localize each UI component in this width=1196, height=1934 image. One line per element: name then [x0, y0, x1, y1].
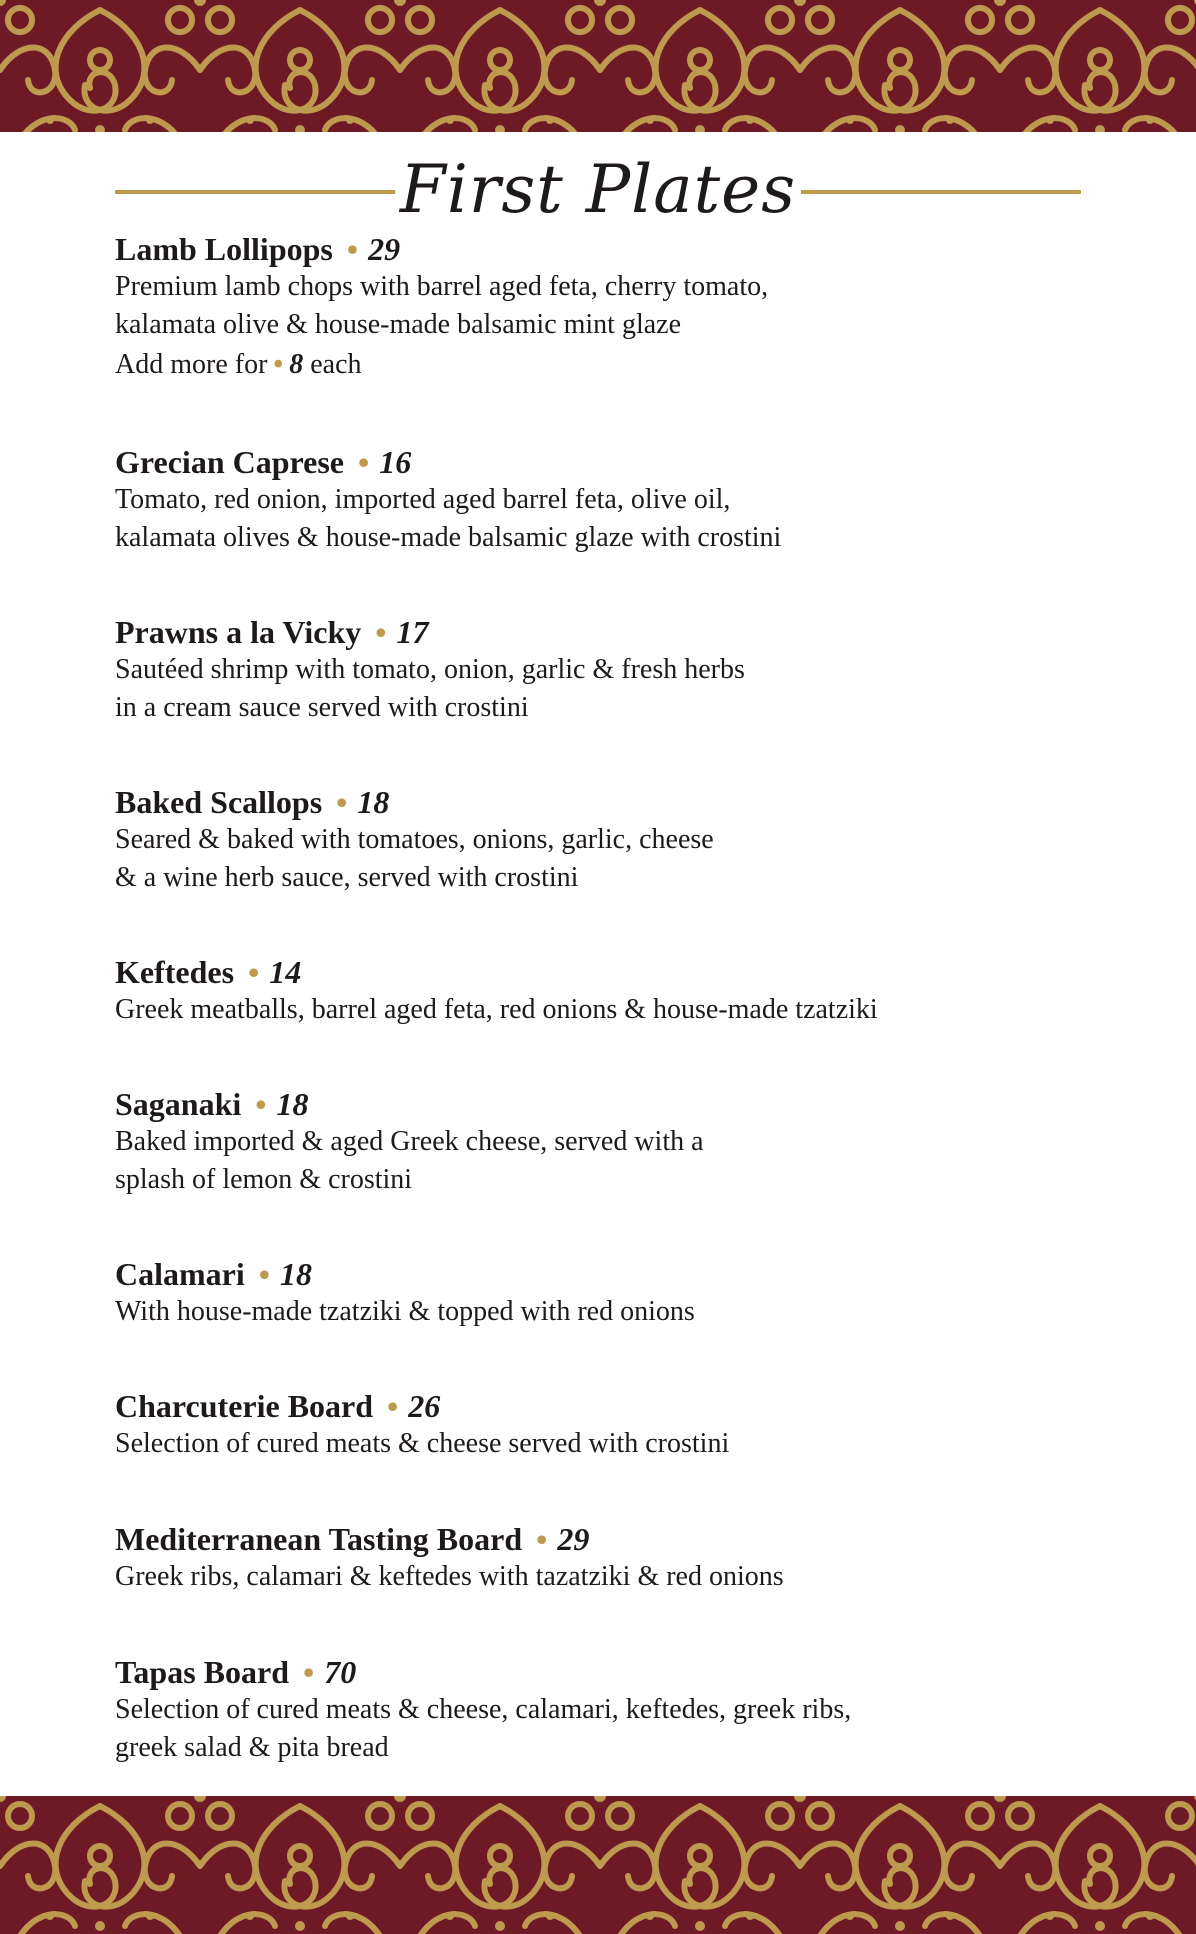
damask-pattern-bottom	[0, 1796, 1196, 1934]
item-name: Baked Scallops	[115, 784, 323, 820]
item-heading	[115, 1653, 1115, 1691]
title-rule-left	[115, 190, 395, 194]
menu-item	[115, 1085, 1115, 1199]
item-name: Calamari	[115, 1256, 245, 1292]
item-name: Mediterranean Tasting Board	[115, 1521, 523, 1557]
item-name: Prawns a la Vicky	[115, 614, 362, 650]
item-description-line: Selection of cured meats & cheese served with crostini	[115, 1428, 730, 1459]
menu-item	[115, 783, 1115, 897]
item-price: 70	[324, 1654, 357, 1690]
item-name: Grecian Caprese	[115, 444, 344, 480]
price-bullet: •	[303, 1654, 315, 1690]
item-description-line: Sautéed shrimp with tomato, onion, garlic & fresh herbs	[115, 654, 745, 685]
item-heading	[115, 953, 1115, 991]
item-heading	[115, 613, 1115, 651]
damask-pattern-top	[0, 0, 1196, 132]
item-price: 16	[379, 444, 412, 480]
menu-item	[115, 1387, 1115, 1463]
item-description-line: kalamata olive & house-made balsamic mint glaze	[115, 309, 682, 340]
item-description-line: With house-made tzatziki & topped with red onions	[115, 1296, 695, 1327]
item-heading	[115, 1520, 1115, 1558]
price-bullet: •	[358, 444, 370, 480]
item-price: 18	[357, 784, 390, 820]
menu-item	[115, 1653, 1115, 1767]
price-bullet: •	[255, 1086, 267, 1122]
item-description-line: Tomato, red onion, imported aged barrel feta, olive oil,	[115, 484, 731, 515]
item-description-line: in a cream sauce served with crostini	[115, 692, 529, 723]
menu-item	[115, 1520, 1115, 1596]
menu-item	[115, 230, 1115, 384]
item-price: 29	[368, 231, 401, 267]
item-price: 14	[269, 954, 302, 990]
price-bullet: •	[258, 1256, 270, 1292]
price-bullet: •	[536, 1521, 548, 1557]
item-heading	[115, 230, 1115, 268]
item-heading	[115, 783, 1115, 821]
section-title: First Plates	[399, 151, 797, 228]
item-name: Tapas Board	[115, 1654, 289, 1690]
item-extra	[115, 346, 1115, 384]
item-price: 29	[557, 1521, 590, 1557]
item-name: Charcuterie Board	[115, 1388, 374, 1424]
decorative-header-band	[0, 0, 1196, 132]
item-heading	[115, 1255, 1115, 1293]
title-rule-right	[801, 190, 1081, 194]
price-bullet: •	[336, 784, 348, 820]
item-name: Lamb Lollipops	[115, 231, 333, 267]
item-description-line: Seared & baked with tomatoes, onions, garlic, cheese	[115, 824, 714, 855]
item-price: 26	[408, 1388, 441, 1424]
item-description-line: Greek meatballs, barrel aged feta, red onions & house-made tzatziki	[115, 994, 878, 1025]
item-description-line: Selection of cured meats & cheese, calamari, keftedes, greek ribs,	[115, 1694, 852, 1725]
extra-suffix: each	[310, 349, 362, 380]
item-description-line: greek salad & pita bread	[115, 1732, 389, 1763]
item-description-line: splash of lemon & crostini	[115, 1164, 413, 1195]
item-heading	[115, 443, 1115, 481]
price-bullet: •	[375, 614, 387, 650]
item-description-line: Greek ribs, calamari & keftedes with tazatziki & red onions	[115, 1561, 784, 1592]
menu-item	[115, 953, 1115, 1029]
price-bullet: •	[248, 954, 260, 990]
item-description-line: Premium lamb chops with barrel aged feta, cherry tomato,	[115, 271, 769, 302]
extra-bullet: •	[273, 349, 284, 380]
price-bullet: •	[346, 231, 359, 267]
item-name: Keftedes	[115, 954, 235, 990]
item-price: 18	[276, 1086, 309, 1122]
extra-prefix: Add more for	[115, 349, 268, 380]
price-bullet: •	[387, 1388, 399, 1424]
menu-item	[115, 1255, 1115, 1331]
item-description-line: kalamata olives & house-made balsamic glaze with crostini	[115, 522, 782, 553]
item-name: Saganaki	[115, 1086, 242, 1122]
item-description-line: & a wine herb sauce, served with crostini	[115, 862, 579, 893]
decorative-footer-band	[0, 1796, 1196, 1934]
item-heading	[115, 1085, 1115, 1123]
menu-item	[115, 443, 1115, 557]
extra-price: 8	[289, 349, 304, 380]
menu-item	[115, 613, 1115, 727]
item-price: 17	[396, 614, 429, 650]
item-heading	[115, 1387, 1115, 1425]
item-price: 18	[279, 1256, 312, 1292]
item-description-line: Baked imported & aged Greek cheese, served with a	[115, 1126, 704, 1157]
section-title-row	[115, 145, 1081, 240]
